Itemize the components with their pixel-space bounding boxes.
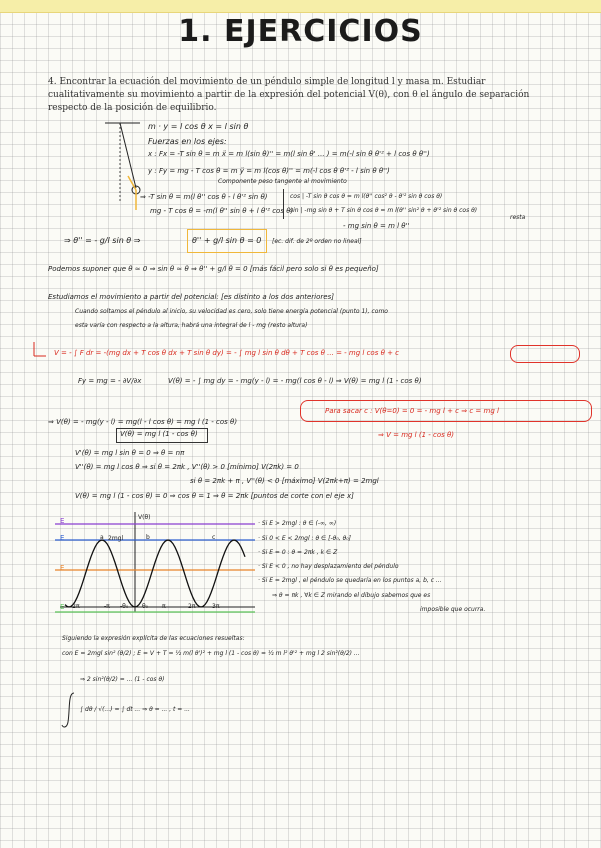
level-label: E xyxy=(60,517,65,525)
potential-line: V = - ∫ F dr = -(mg dx + T cos θ dx + T sin θ dy) = - ∫ mg l sin θ dθ + T cos θ ... = - mg l cos θ + c xyxy=(54,349,400,357)
y-axis-label: V(θ) xyxy=(138,514,151,521)
text-line: ⇒ -T sin θ = m(l θ'' cos θ - l θ'² sin θ) xyxy=(140,193,268,201)
text-line: Estudiamos el movimiento a partir del potencial: [es distinto a los dos anteriores] xyxy=(48,293,334,301)
text-line: resta xyxy=(510,214,526,221)
problem-statement: 4. Encontrar la ecuación del movimiento de un péndulo simple de longitud l y masa m. Estudiar cualitativamente su movimiento a partir de la expresión del potencial V(θ), con θ el ángulo de separación respecto de la posición de equilibrio. xyxy=(48,77,530,113)
case-line: · Si E < 0 , no hay desplazamiento del péndulo xyxy=(258,563,399,570)
text-line: Cuando soltamos el péndulo al inicio, su velocidad es cero, solo tiene energía potencial (punto 1), como xyxy=(75,308,388,315)
text-line: V''(θ) = mg l cos θ ⇒ si θ = 2πk , V''(θ) > 0 [mínimo] V(2πk) = 0 xyxy=(75,463,299,471)
case-line: · Si E = 2mgl , el péndulo se quedaría en los puntos a, b, c ... xyxy=(258,577,442,584)
x-tick-label: 3π xyxy=(212,603,220,610)
text-line: Fy = mg = - ∂V/∂x xyxy=(78,377,142,385)
text-line: ⇒ V(θ) = - mg(y - l) = mg(l - l cos θ) = mg l (1 - cos θ) xyxy=(48,418,238,426)
text-line: V(θ) = - ∫ mg dy = - mg(y - l) = - mg(l cos θ - l) ⇒ V(θ) = mg l (1 - cos θ) xyxy=(168,377,422,385)
text-line: m · y = l cos θ x = l sin θ xyxy=(148,122,249,131)
title-band xyxy=(0,0,601,13)
case-line: · Si E > 2mgl : θ ∈ (-∞, ∞) xyxy=(258,520,337,527)
case-line: imposible que ocurra. xyxy=(420,606,486,613)
text-line: [ec. dif. de 2º orden no lineal] xyxy=(272,238,362,245)
text-line: con E = 2mgl sin² (θ/2) ; E = V + T = ½ m(l θ')² + mg l (1 - cos θ) = ½ m l² θ'² + mg l 2 sin²(θ/2) ... xyxy=(62,650,360,657)
page-title: 1. EJERCICIOS xyxy=(178,14,423,49)
text-line: ∫ dθ / √(...) = ∫ dt ... ⇒ θ = ... , t = ... xyxy=(80,706,190,713)
text-line: ⇒ 2 sin²(θ/2) = ... (1 - cos θ) xyxy=(80,676,165,683)
constant-result: ⇒ V = mg l (1 - cos θ) xyxy=(378,431,455,439)
potential-plot xyxy=(55,512,255,620)
level-label: E xyxy=(60,603,65,611)
level-label: E xyxy=(60,564,65,572)
x-tick-label: 2π xyxy=(188,603,196,610)
text-line: V(θ) = mg l (1 - cos θ) xyxy=(120,430,198,438)
text-line: si θ = 2πk + π , V''(θ) < 0 [máximo] V(2πk+π) = 2mgl xyxy=(190,477,379,485)
text-line: mg - T cos θ = -m(l θ'' sin θ + l θ'² cos θ) xyxy=(150,207,294,215)
text-line: Componente peso tangente al movimiento xyxy=(218,178,347,185)
text-line: Fuerzas en los ejes: xyxy=(148,137,227,146)
text-line: V(θ) = mg l (1 - cos θ) = 0 ⇒ cos θ = 1 ⇒ θ = 2πk [puntos de corte con el eje x] xyxy=(75,492,354,500)
level-label: E xyxy=(60,534,65,542)
point-label: a xyxy=(100,534,104,541)
axes-sketch xyxy=(30,340,50,360)
potential-result-box xyxy=(510,345,580,363)
point-label: c xyxy=(212,534,216,541)
integral-sketch xyxy=(60,690,80,730)
x-tick-label: π xyxy=(162,603,166,610)
text-line: cos | -T sin θ cos θ = m l(θ'' cos² θ - θ'² sin θ cos θ) xyxy=(290,193,443,200)
x-tick-label: θ₀ xyxy=(142,603,149,610)
text-line: x : Fx = -T sin θ = m ẍ = m l(sin θ)'' = m(l sin θ' ... ) = m(-l sin θ θ'² + l cos θ θ'') xyxy=(148,150,430,158)
text-line: ⇒ θ'' = - g/l sin θ ⇒ xyxy=(64,236,141,245)
x-tick-label: -π xyxy=(104,603,110,610)
constant-line: Para sacar c : V(θ=0) = 0 = - mg l + c ⇒ c = mg l xyxy=(325,407,499,415)
text-line: - mg sin θ = m l θ'' xyxy=(343,222,410,230)
text-line: V'(θ) = mg l sin θ = 0 ⇒ θ = nπ xyxy=(75,449,185,457)
x-tick-label: -2π xyxy=(70,603,80,610)
text-line: esta varía con respecto a la altura, habrá una integral de l - mg (resto altura) xyxy=(75,322,308,329)
text-line: θ'' + g/l sin θ = 0 xyxy=(192,236,262,245)
text-line: Siguiendo la expresión explícita de las ecuaciones resueltas: xyxy=(62,635,245,642)
case-line: · Si 0 < E < 2mgl : θ ∈ [-θ₀, θ₀] xyxy=(258,535,351,542)
point-label: b xyxy=(146,534,150,541)
text-line: Podemos suponer que θ ≃ 0 ⇒ sin θ ≃ θ ⇒ θ'' + g/l θ = 0 [más fácil pero solo si θ es pequeño] xyxy=(48,265,379,273)
x-tick-label: -θ₀ xyxy=(120,603,129,610)
text-line: y : Fy = mg - T cos θ = m ÿ = m l(cos θ)'' = m(-l cos θ θ'² - l sin θ θ'') xyxy=(148,167,390,175)
case-line: ⇒ θ = πk , ∀k ∈ Z mirando el dibujo sabemos que es xyxy=(272,592,431,599)
case-line: · Si E = 0 : θ = 2πk , k ∈ Z xyxy=(258,549,338,556)
peak-label: 2mgl xyxy=(108,535,124,542)
text-line: sin | -mg sin θ + T sin θ cos θ = m l(θ'' sin² θ + θ'² sin θ cos θ) xyxy=(290,207,478,214)
